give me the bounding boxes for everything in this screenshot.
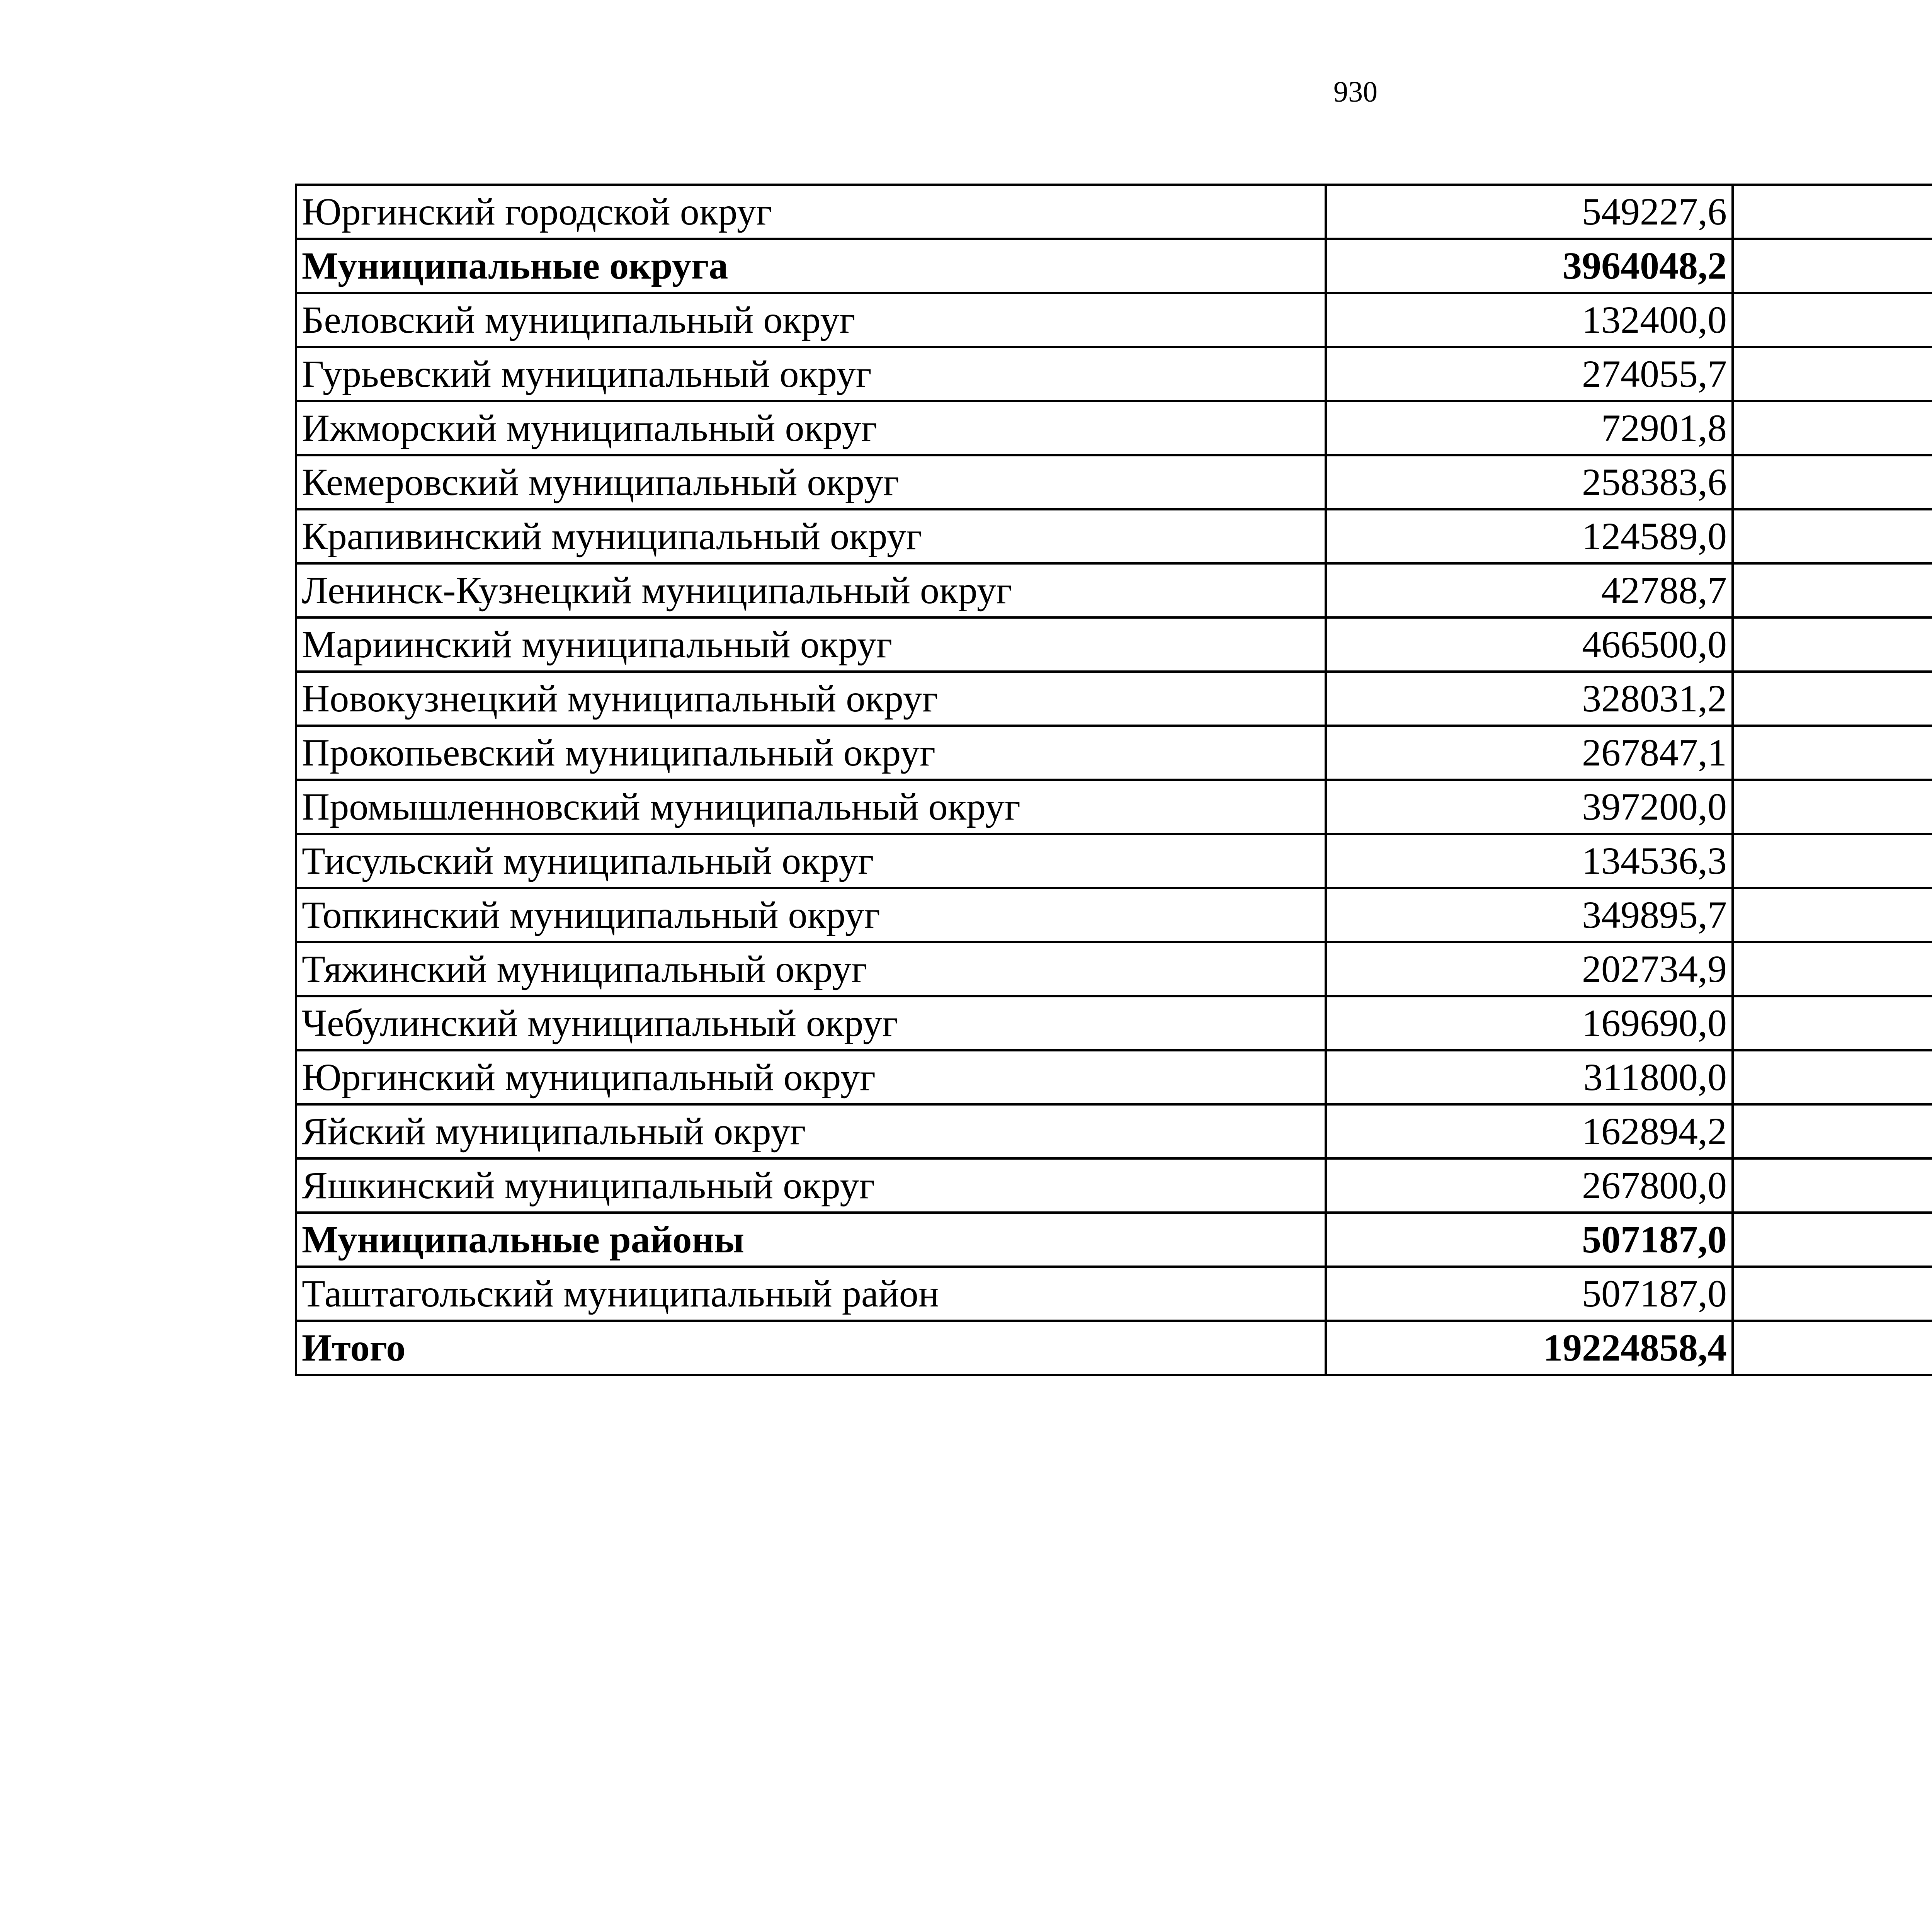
table-row [296, 672, 1932, 726]
value-cell-2 [1733, 401, 1932, 455]
row-name-cell: Муниципальные округа [296, 239, 1326, 293]
table-row [296, 1267, 1932, 1321]
table-row [296, 347, 1932, 401]
value-cell-2 [1733, 293, 1932, 347]
value-cell-2 [1733, 672, 1932, 726]
row-name-cell: Юргинский городской округ [296, 185, 1326, 239]
row-name-cell: Ижморский муниципальный округ [296, 401, 1326, 455]
value-cell-2 [1733, 185, 1932, 239]
row-name-cell: Топкинский муниципальный округ [296, 888, 1326, 942]
row-name-cell: Чебулинский муниципальный округ [296, 996, 1326, 1050]
table-row [296, 888, 1932, 942]
value-cell-2 [1733, 1321, 1932, 1375]
row-name-cell: Кемеровский муниципальный округ [296, 455, 1326, 509]
value-cell-2 [1733, 996, 1932, 1050]
row-name-cell: Тисульский муниципальный округ [296, 834, 1326, 888]
value-cell-1: 274055,7 [1326, 347, 1733, 401]
value-cell-2 [1733, 888, 1932, 942]
value-cell-1: 19224858,4 [1326, 1321, 1733, 1375]
value-cell-2 [1733, 780, 1932, 834]
table-row [296, 1213, 1932, 1267]
value-cell-1: 169690,0 [1326, 996, 1733, 1050]
table-row [296, 726, 1932, 780]
value-cell-2 [1733, 834, 1932, 888]
row-name-cell: Мариинский муниципальный округ [296, 617, 1326, 672]
value-cell-1: 258383,6 [1326, 455, 1733, 509]
table-body [296, 185, 1932, 1375]
value-cell-1: 466500,0 [1326, 617, 1733, 672]
table-row [296, 455, 1932, 509]
row-name-cell: Яшкинский муниципальный округ [296, 1158, 1326, 1213]
row-name-cell: Тяжинский муниципальный округ [296, 942, 1326, 996]
row-name-cell: Прокопьевский муниципальный округ [296, 726, 1326, 780]
value-cell-1: 397200,0 [1326, 780, 1733, 834]
budget-table [295, 184, 1932, 1376]
value-cell-2 [1733, 617, 1932, 672]
value-cell-2 [1733, 1104, 1932, 1158]
value-cell-1: 549227,6 [1326, 185, 1733, 239]
table-row [296, 239, 1932, 293]
value-cell-2 [1733, 347, 1932, 401]
row-name-cell: Муниципальные районы [296, 1213, 1326, 1267]
row-name-cell: Гурьевский муниципальный округ [296, 347, 1326, 401]
value-cell-1: 202734,9 [1326, 942, 1733, 996]
value-cell-1: 311800,0 [1326, 1050, 1733, 1104]
value-cell-2 [1733, 1158, 1932, 1213]
table-row [296, 834, 1932, 888]
row-name-cell: Итого [296, 1321, 1326, 1375]
value-cell-2 [1733, 1267, 1932, 1321]
table-row [296, 401, 1932, 455]
row-name-cell: Крапивинский муниципальный округ [296, 509, 1326, 563]
value-cell-2 [1733, 1050, 1932, 1104]
value-cell-1: 72901,8 [1326, 401, 1733, 455]
value-cell-1: 328031,2 [1326, 672, 1733, 726]
value-cell-2 [1733, 509, 1932, 563]
value-cell-1: 349895,7 [1326, 888, 1733, 942]
row-name-cell: Таштагольский муниципальный район [296, 1267, 1326, 1321]
table-row [296, 780, 1932, 834]
value-cell-2 [1733, 726, 1932, 780]
value-cell-1: 3964048,2 [1326, 239, 1733, 293]
table-row [296, 1158, 1932, 1213]
row-name-cell: Яйский муниципальный округ [296, 1104, 1326, 1158]
value-cell-1: 134536,3 [1326, 834, 1733, 888]
row-name-cell: Промышленновский муниципальный округ [296, 780, 1326, 834]
table-row [296, 563, 1932, 617]
value-cell-2 [1733, 239, 1932, 293]
value-cell-1: 132400,0 [1326, 293, 1733, 347]
row-name-cell: Юргинский муниципальный округ [296, 1050, 1326, 1104]
page-number: 930 [1333, 76, 1378, 108]
value-cell-1: 267847,1 [1326, 726, 1733, 780]
value-cell-1: 42788,7 [1326, 563, 1733, 617]
value-cell-1: 507187,0 [1326, 1213, 1733, 1267]
row-name-cell: Новокузнецкий муниципальный округ [296, 672, 1326, 726]
table-row [296, 293, 1932, 347]
value-cell-1: 507187,0 [1326, 1267, 1733, 1321]
value-cell-2 [1733, 455, 1932, 509]
value-cell-2 [1733, 942, 1932, 996]
table-row [296, 509, 1932, 563]
row-name-cell: Ленинск-Кузнецкий муниципальный округ [296, 563, 1326, 617]
table-row [296, 942, 1932, 996]
value-cell-1: 162894,2 [1326, 1104, 1733, 1158]
row-name-cell: Беловский муниципальный округ [296, 293, 1326, 347]
table-row [296, 1321, 1932, 1375]
table-row [296, 185, 1932, 239]
table-row [296, 1104, 1932, 1158]
table-row [296, 996, 1932, 1050]
table-row [296, 1050, 1932, 1104]
table-row [296, 617, 1932, 672]
value-cell-2 [1733, 1213, 1932, 1267]
value-cell-1: 267800,0 [1326, 1158, 1733, 1213]
value-cell-1: 124589,0 [1326, 509, 1733, 563]
value-cell-2 [1733, 563, 1932, 617]
